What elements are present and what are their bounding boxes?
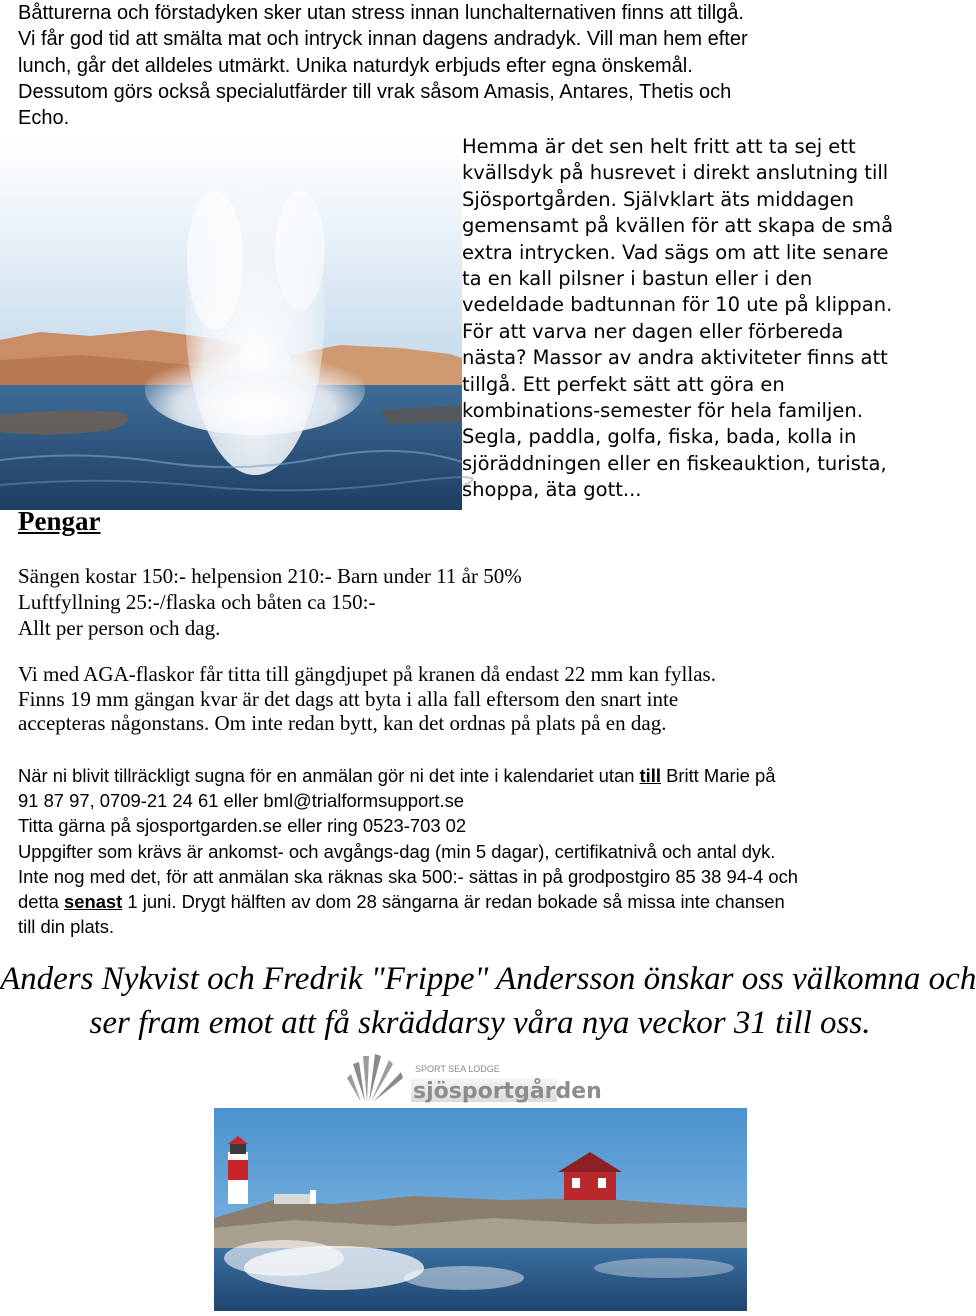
pengar-heading: Pengar [18,506,101,536]
sjosportgarden-logo [345,1050,602,1106]
intro-line: Vi får god tid att smälta mat och intryck innan dagens andradyk. Vill man hem efter [18,28,748,51]
lighthouse-island-photo [214,1108,747,1311]
emphasis-till: till [639,765,661,786]
intro-line: lunch, går det alldeles utmärkt. Unika naturdyk erbjuds efter egna önskemål. [18,54,693,77]
evening-line: extra intrycken. Vad sägs om att lite senare [462,240,889,264]
aga-line: Finns 19 mm gängan kvar är det dags att byta i alla fall eftersom den snart inte [18,686,679,711]
evening-line: sjöräddningen eller en fiskeauktion, turista, [462,451,887,475]
evening-line: För att varva ner dagen eller förbereda [462,319,844,343]
evening-line: Sjösportgården. Självklart äts middagen [462,187,855,211]
closing-line: ser fram emot att få skräddarsy våra nya veckor 31 till oss. [89,1005,871,1041]
contact-line: till din plats. [18,916,115,938]
logo-tagline: SPORT SEA LODGE [415,1064,500,1074]
aga-line: Vi med AGA-flaskor får titta till gängdjupet på kranen då endast 22 mm kan fyllas. [18,662,716,686]
evening-line: Hemma är det sen helt fritt att ta sej ett [462,135,856,158]
lighthouse-icon [228,1136,248,1204]
intro-line: Echo. [18,107,70,130]
closing-greeting [0,957,976,1045]
contact-line: Titta gärna på sjosportgarden.se eller ring 0523-703 02 [18,815,467,837]
price-line: Sängen kostar 150:- helpension 210:- Barn under 11 år 50% [18,564,522,588]
wave-spray-photo [0,140,462,510]
evening-line: kvällsdyk på husrevet i direkt anslutning till [462,161,889,185]
emphasis-senast: senast [64,891,123,913]
price-paragraph [18,563,522,641]
aga-line: accepteras någonstans. Om inte redan bytt, kan det ordnas på plats på en dag. [18,711,667,735]
aga-paragraph [18,662,716,736]
price-line: Allt per person och dag. [18,616,221,640]
contact-line: Inte nog med det, för att anmälan ska räknas ska 500:- sättas in på grodpostgiro 85 38 94-4 och [18,865,799,887]
evening-line: tillgå. Ett perfekt sätt att göra en [462,372,785,396]
evening-line: nästa? Massor av andra aktiviteter finns att [462,346,888,370]
closing-line: Anders Nykvist och Fredrik "Frippe" Andersson önskar oss välkomna och [0,961,976,997]
intro-line: Båtturerna och förstadyken sker utan stress innan lunchalternativen finns att tillgå. [18,2,744,24]
contact-line: Uppgifter som krävs är ankomst- och avgångs-dag (min 5 dagar), certifikatnivå och antal dyk. [18,840,776,862]
evening-line: Segla, paddla, golfa, fiska, bada, kolla in [462,425,857,449]
intro-line: Dessutom görs också specialutfärder till vrak såsom Amasis, Antares, Thetis och [18,80,732,103]
contact-line: 91 87 97, 0709-21 24 61 eller bml@trialformsupport.se [18,790,464,812]
price-line: Luftfyllning 25:-/flaska och båten ca 150:- [18,590,376,614]
evening-paragraph [462,134,957,504]
evening-line: kombinations-semester för hela familjen. [462,399,863,423]
intro-paragraph [18,0,953,131]
evening-line: shoppa, äta gott... [462,478,642,502]
evening-line: ta en kall pilsner i bastun eller i den [462,267,813,291]
contact-paragraph [18,763,798,939]
contact-line: detta senast 1 juni. Drygt hälften av dom 28 sängarna är redan bokade så missa inte chansen [18,891,785,913]
evening-line: gemensamt på kvällen för att skapa de små [462,214,894,238]
logo-name: sjösportgården [413,1079,602,1104]
contact-line: När ni blivit tillräckligt sugna för en anmälan gör ni det inte i kalendariet utan till Britt Marie på [18,765,776,786]
evening-line: vedeldade badtunnan för 10 ute på klippan. [462,293,893,317]
